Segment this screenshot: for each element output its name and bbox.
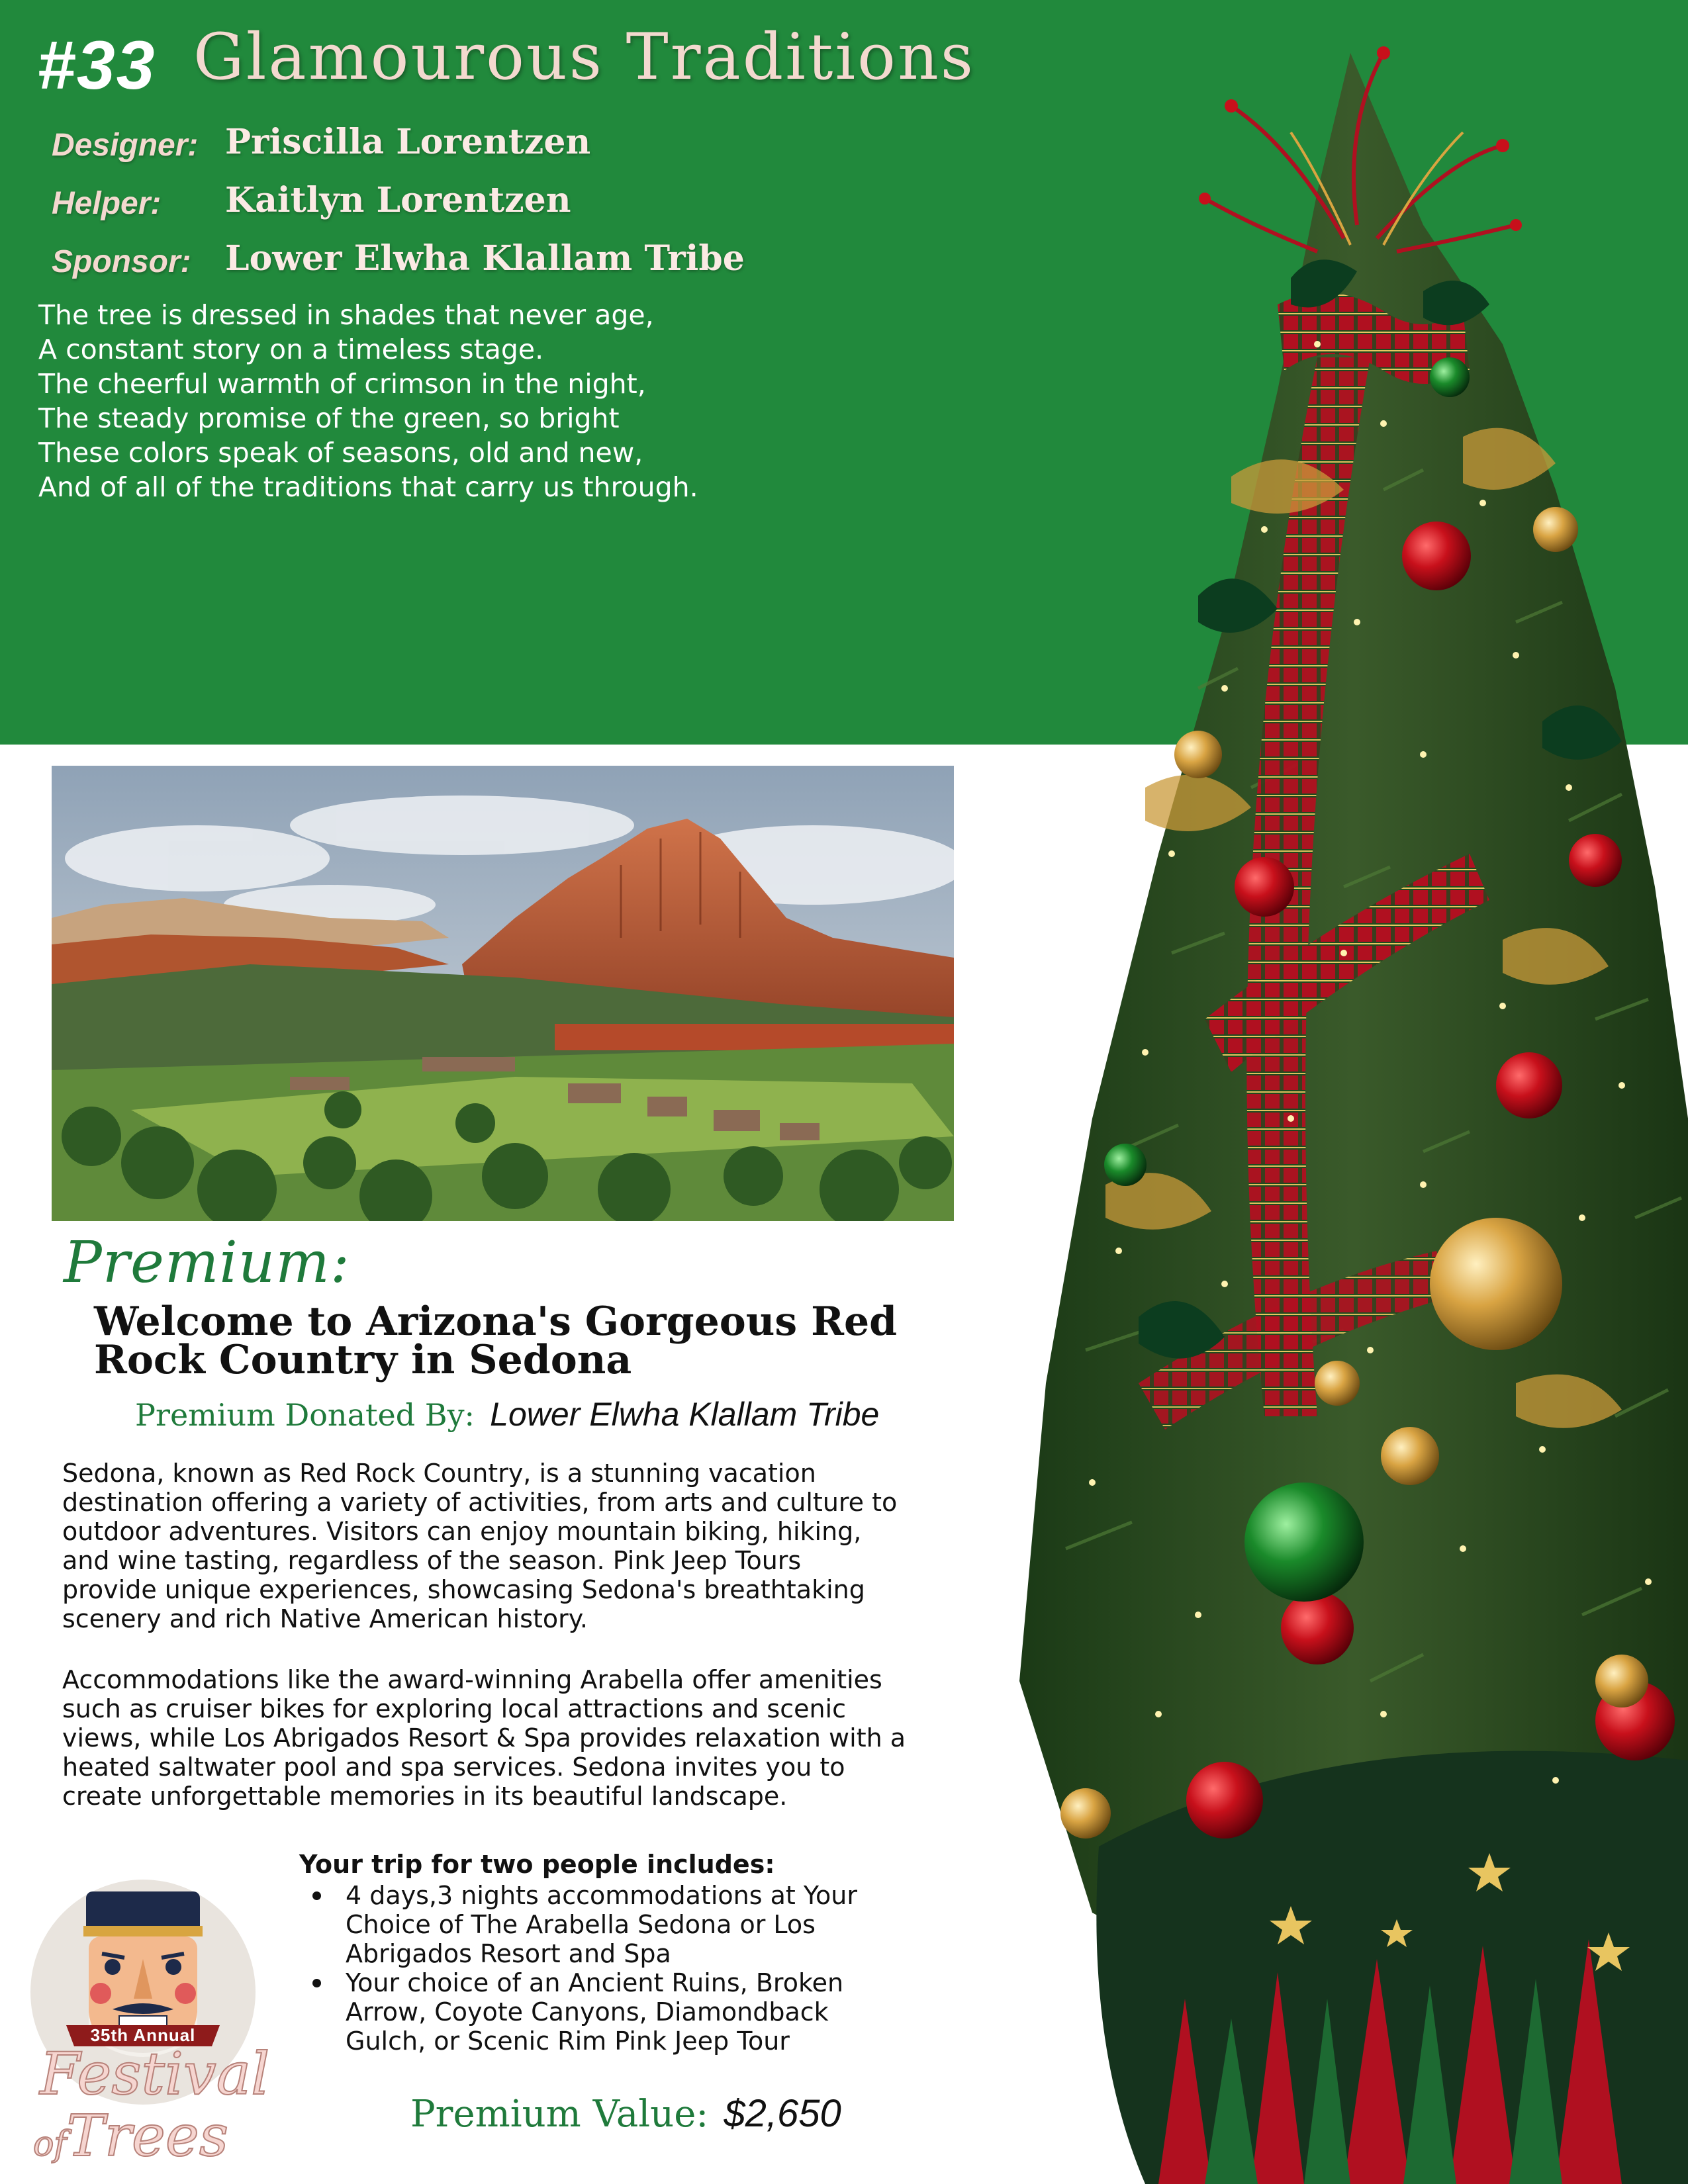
poem-line: The steady promise of the green, so bright [38,402,620,434]
christmas-tree-image [920,26,1688,2184]
premium-script-label: Premium: [64,1230,350,1296]
poem-line: These colors speak of seasons, old and new, [38,437,643,469]
description-line: provide unique experiences, showcasing Sedona's breathtaking [62,1575,865,1604]
list-item-line: Abrigados Resort and Spa [346,1939,671,1968]
designer-name: Priscilla Lorentzen [225,122,591,162]
helper-label: Helper: [52,186,162,221]
description-line: scenery and rich Native American history. [62,1604,588,1633]
list-item-line: Gulch, or Scenic Rim Pink Jeep Tour [346,2026,790,2056]
premium-value-amount: $2,650 [724,2092,841,2135]
helper-name: Kaitlyn Lorentzen [225,180,571,220]
description-paragraph-2 [62,1665,936,1811]
festival-of-trees-logo [20,1880,270,2171]
sedona-landscape-photo [52,766,954,1221]
list-item-line: Choice of The Arabella Sedona or Los [346,1910,816,1939]
poem-line: The cheerful warmth of crimson in the night, [38,368,646,400]
trip-includes [299,1849,895,2056]
description-line: and wine tasting, regardless of the season. Pink Jeep Tours [62,1546,802,1575]
logo-trees-word: Trees [66,2103,228,2169]
logo-of-text: of [33,2124,67,2164]
list-item-line: Your choice of an Ancient Ruins, Broken [346,1968,844,1997]
trip-includes-heading: Your trip for two people includes: [299,1850,775,1879]
premium-value-label: Premium Value: [410,2093,709,2136]
trip-includes-list [299,1881,895,2056]
poem-line: And of all of the traditions that carry us through. [38,471,698,503]
list-item [299,1881,895,1968]
premium-title-line: Rock Country in Sedona [94,1337,632,1383]
donated-by-label: Premium Donated By: [135,1397,475,1433]
logo-trees-text [33,2103,228,2169]
list-item-line: Arrow, Coyote Canyons, Diamondback [346,1997,829,2026]
description-paragraph-1 [62,1459,936,1633]
poem [38,298,833,504]
entry-title: Glamourous Traditions [193,20,976,94]
premium-title-line: Welcome to Arizona's Gorgeous Red [94,1298,898,1345]
list-item-line: 4 days,3 nights accommodations at Your [346,1881,857,1910]
description-line: create unforgettable memories in its beautiful landscape. [62,1782,788,1811]
poem-line: A constant story on a timeless stage. [38,334,544,365]
list-item [299,1968,895,2056]
donated-by-value: Lower Elwha Klallam Tribe [490,1396,880,1433]
premium-title [94,1298,955,1383]
designer-label: Designer: [52,128,199,163]
premium-value [410,2091,841,2136]
description-line: destination offering a variety of activities, from arts and culture to [62,1488,898,1517]
poem-line: The tree is dressed in shades that never age, [38,299,654,331]
sponsor-name: Lower Elwha Klallam Tribe [225,238,745,279]
description-line: outdoor adventures. Visitors can enjoy mountain biking, hiking, [62,1517,862,1546]
description-line: views, while Los Abrigados Resort & Spa provides relaxation with a [62,1723,906,1752]
entry-number: #33 [37,27,156,104]
description-line: heated saltwater pool and spa services. Sedona invites you to [62,1752,845,1782]
logo-festival-text: Festival [40,2040,270,2108]
logo-annual-text: 35th Annual [90,2025,196,2045]
description-line: Accommodations like the award-winning Arabella offer amenities [62,1665,882,1694]
sponsor-label: Sponsor: [52,244,191,279]
description-line: Sedona, known as Red Rock Country, is a stunning vacation [62,1459,816,1488]
description-line: such as cruiser bikes for exploring local attractions and scenic [62,1694,846,1723]
premium-donated-by [135,1395,879,1433]
